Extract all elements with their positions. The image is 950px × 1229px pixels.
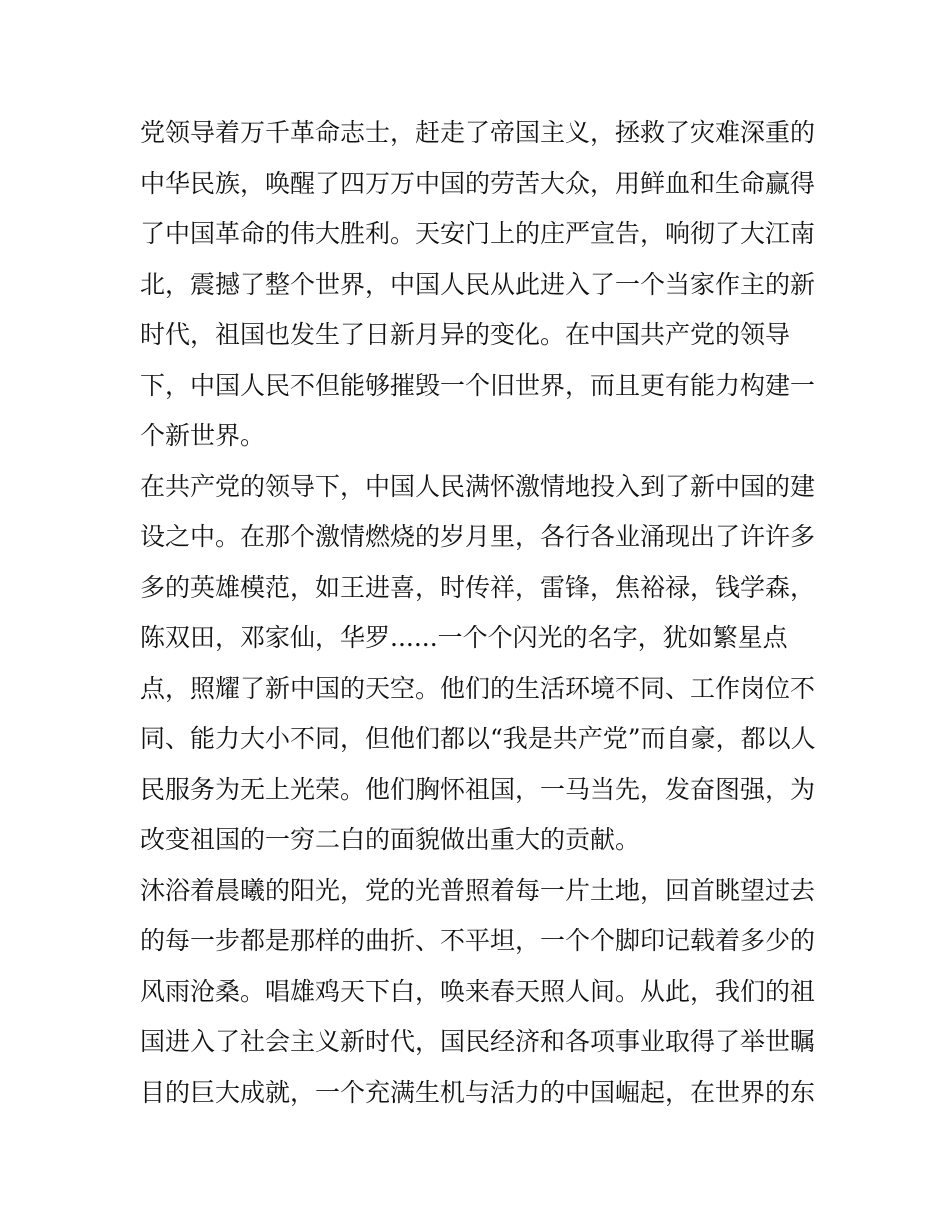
text-line-4: 北，震撼了整个世界，中国人民从此进入了一个当家作主的新 <box>140 269 816 299</box>
text-line-3: 了中国革命的伟大胜利。天安门上的庄严宣告，响彻了大江南 <box>140 219 816 248</box>
text-line-18: 风雨沧桑。唱雄鸡天下白，唤来春天照人间。从此，我们的祖 <box>140 976 816 1006</box>
text-line-7: 个新世界。 <box>140 421 266 450</box>
text-line-2: 中华民族，唤醒了四万万中国的劳苦大众，用鲜血和生命赢得 <box>140 168 816 198</box>
text-line-13: 同、能力大小不同，但他们都以“我是共产党”而自豪，都以人 <box>140 724 816 753</box>
text-line-15: 改变祖国的一穷二白的面貌做出重大的贡献。 <box>140 825 641 854</box>
text-line-17: 的每一步都是那样的曲折、不平坦，一个个脚印记载着多少的 <box>140 926 816 955</box>
text-line-5: 时代，祖国也发生了日新月异的变化。在中国共产党的领导 <box>140 320 791 349</box>
text-line-20: 目的巨大成就，一个充满生机与活力的中国崛起，在世界的东 <box>140 1077 816 1107</box>
text-line-8: 在共产党的领导下，中国人民满怀激情地投入到了新中国的建 <box>140 471 816 501</box>
text-line-11: 陈双田，邓家仙，华罗......一个个闪光的名字，犹如繁星点 <box>140 623 788 652</box>
text-line-10: 多的英雄模范，如王进喜，时传祥，雷锋，焦裕禄，钱学森， <box>140 572 816 602</box>
text-line-12: 点，照耀了新中国的天空。他们的生活环境不同、工作岗位不 <box>140 673 816 703</box>
text-line-19: 国进入了社会主义新时代，国民经济和各项事业取得了举世瞩 <box>140 1027 816 1056</box>
text-line-1: 党领导着万千革命志士，赶走了帝国主义，拯救了灾难深重的 <box>140 118 816 147</box>
body-text <box>140 108 820 1118</box>
text-line-9: 设之中。在那个激情燃烧的岁月里，各行各业涌现出了许许多 <box>140 522 816 551</box>
text-line-6: 下，中国人民不但能够摧毁一个旧世界，而且更有能力构建一 <box>140 370 816 400</box>
text-line-14: 民服务为无上光荣。他们胸怀祖国，一马当先，发奋图强，为 <box>140 774 816 804</box>
text-line-16: 沐浴着晨曦的阳光，党的光普照着每一片土地，回首眺望过去 <box>140 875 816 905</box>
